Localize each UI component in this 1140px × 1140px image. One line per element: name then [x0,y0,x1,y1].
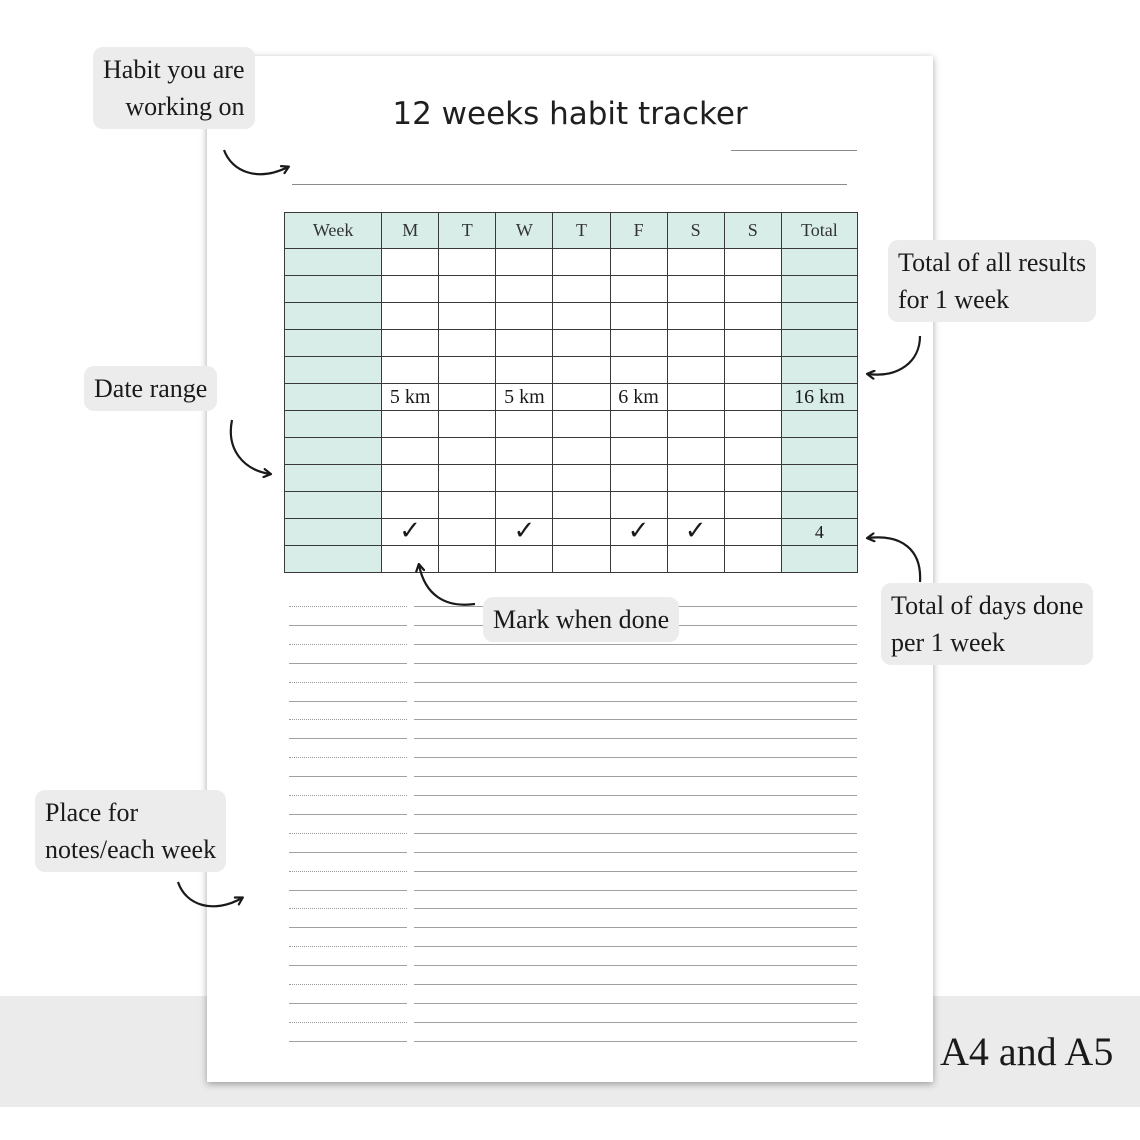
cell-wednesday[interactable] [496,357,553,384]
notes-line[interactable] [414,1022,857,1023]
callout-habit-line-1: Habit you are [103,55,245,84]
notes-line[interactable] [414,644,857,645]
cell-sunday[interactable] [724,276,781,303]
notes-date-line [289,757,407,758]
cell-sunday[interactable] [724,465,781,492]
callout-total-results-line-1: Total of all results [898,248,1087,277]
table-row [285,357,858,384]
notes-date-line [289,719,407,720]
cell-week[interactable] [285,357,382,384]
cell-sunday[interactable] [724,438,781,465]
header-saturday: S [667,213,724,249]
cell-friday[interactable]: 6 km [610,384,667,411]
cell-wednesday[interactable] [496,465,553,492]
cell-tuesday[interactable] [439,276,496,303]
cell-wednesday[interactable] [496,276,553,303]
table-row [285,330,858,357]
notes-date-line [289,908,407,909]
cell-week[interactable] [285,492,382,519]
cell-monday[interactable] [382,276,439,303]
cell-saturday[interactable] [667,276,724,303]
cell-monday[interactable] [382,546,439,573]
cell-total[interactable] [781,249,857,276]
header-week: Week [285,213,382,249]
cell-saturday[interactable] [667,384,724,411]
notes-line[interactable] [414,738,857,739]
notes-line[interactable] [414,701,857,702]
cell-sunday[interactable] [724,519,781,546]
cell-tuesday[interactable] [439,357,496,384]
cell-friday[interactable] [610,492,667,519]
cell-thursday[interactable] [553,519,610,546]
cell-wednesday[interactable] [496,516,553,546]
habit-name-line[interactable] [292,184,847,185]
cell-total[interactable] [781,276,857,303]
callout-mark-done-line-1: Mark when done [493,605,670,634]
cell-friday[interactable] [610,438,667,465]
notes-date-line [289,833,407,834]
table-row [285,438,858,465]
title-underline-short [731,150,857,151]
cell-friday[interactable] [610,465,667,492]
cell-friday[interactable] [610,411,667,438]
callout-total-days-line-1: Total of days done [891,591,1084,620]
cell-week[interactable] [285,519,382,546]
cell-total[interactable] [781,303,857,330]
cell-monday[interactable] [382,516,439,546]
table-header-row [285,213,858,249]
notes-line[interactable] [414,871,857,872]
header-thursday: T [553,213,610,249]
cell-thursday[interactable] [553,384,610,411]
header-friday: F [610,213,667,249]
cell-monday[interactable]: 5 km [382,384,439,411]
cell-friday[interactable] [610,249,667,276]
cell-week[interactable] [285,330,382,357]
cell-monday[interactable] [382,249,439,276]
habit-tracker-table [284,212,858,573]
header-wednesday: W [496,213,553,249]
size-label: A4 and A5 [940,1029,1114,1074]
notes-line[interactable] [414,795,857,796]
cell-tuesday[interactable] [439,249,496,276]
table-row [285,519,858,546]
notes-week-divider [289,965,407,966]
table-row [285,249,858,276]
notes-line[interactable] [414,814,857,815]
cell-tuesday[interactable] [439,411,496,438]
cell-tuesday[interactable] [439,438,496,465]
cell-tuesday[interactable] [439,303,496,330]
cell-total[interactable] [781,330,857,357]
notes-line[interactable] [414,984,857,985]
cell-friday[interactable] [610,276,667,303]
cell-wednesday[interactable] [496,492,553,519]
cell-week[interactable] [285,303,382,330]
cell-thursday[interactable] [553,465,610,492]
cell-total[interactable] [781,411,857,438]
header-monday: M [382,213,439,249]
notes-line[interactable] [414,776,857,777]
notes-line[interactable] [414,1041,857,1042]
notes-week-divider [289,1003,407,1004]
cell-total[interactable] [781,465,857,492]
cell-wednesday[interactable] [496,546,553,573]
cell-monday[interactable] [382,303,439,330]
cell-thursday[interactable] [553,276,610,303]
notes-week-divider [289,701,407,702]
notes-date-line [289,795,407,796]
callout-date-range [84,366,217,411]
cell-sunday[interactable] [724,303,781,330]
cell-sunday[interactable] [724,411,781,438]
cell-friday[interactable] [610,357,667,384]
cell-saturday[interactable] [667,249,724,276]
notes-line[interactable] [414,663,857,664]
cell-total[interactable] [781,492,857,519]
notes-line[interactable] [414,927,857,928]
header-tuesday: T [439,213,496,249]
cell-week[interactable] [285,411,382,438]
cell-friday[interactable] [610,330,667,357]
cell-total[interactable] [781,438,857,465]
cell-wednesday[interactable] [496,303,553,330]
cell-wednesday[interactable] [496,438,553,465]
cell-thursday[interactable] [553,492,610,519]
cell-wednesday[interactable]: 5 km [496,384,553,411]
callout-mark-done [483,597,679,642]
notes-week-divider [289,663,407,664]
cell-monday[interactable] [382,438,439,465]
notes-week-divider [289,927,407,928]
check-mark-icon: ✓ [399,516,422,546]
cell-tuesday[interactable] [439,492,496,519]
cell-sunday[interactable] [724,546,781,573]
check-mark-icon: ✓ [513,516,536,546]
notes-line[interactable] [414,852,857,853]
cell-total[interactable] [781,546,857,573]
callout-notes-line-1: Place for [45,798,139,827]
notes-line[interactable] [414,965,857,966]
cell-monday[interactable] [382,330,439,357]
table-row [285,276,858,303]
cell-week[interactable] [285,546,382,573]
notes-week-divider [289,625,407,626]
cell-saturday[interactable] [667,438,724,465]
cell-saturday[interactable] [667,546,724,573]
callout-notes-line-2: notes/each week [45,835,217,864]
cell-sunday[interactable] [724,330,781,357]
cell-saturday[interactable] [667,465,724,492]
notes-line[interactable] [414,833,857,834]
callout-notes [35,790,226,872]
cell-week[interactable] [285,276,382,303]
cell-monday[interactable] [382,357,439,384]
notes-line[interactable] [414,682,857,683]
cell-sunday[interactable] [724,357,781,384]
notes-week-divider [289,738,407,739]
table-row [285,492,858,519]
cell-total[interactable] [781,357,857,384]
table-row [285,303,858,330]
cell-total[interactable]: 16 km [781,384,857,411]
cell-week[interactable] [285,249,382,276]
cell-saturday[interactable] [667,516,724,546]
cell-tuesday[interactable] [439,546,496,573]
notes-week-divider [289,1041,407,1042]
notes-week-divider [289,814,407,815]
notes-week-divider [289,890,407,891]
cell-friday[interactable] [610,303,667,330]
cell-friday[interactable] [610,546,667,573]
cell-thursday[interactable] [553,357,610,384]
cell-saturday[interactable] [667,330,724,357]
table-row [285,411,858,438]
notes-line[interactable] [414,890,857,891]
check-mark-icon: ✓ [627,516,650,546]
cell-saturday[interactable] [667,357,724,384]
callout-total-days-line-2: per 1 week [891,628,1006,657]
cell-thursday[interactable] [553,249,610,276]
notes-line[interactable] [414,946,857,947]
cell-thursday[interactable] [553,438,610,465]
callout-total-days [881,583,1093,665]
page-title: 12 weeks habit tracker [392,96,748,132]
notes-line[interactable] [414,908,857,909]
callout-total-results-line-2: for 1 week [898,285,1010,314]
notes-date-line [289,946,407,947]
cell-tuesday[interactable] [439,465,496,492]
cell-saturday[interactable] [667,411,724,438]
cell-week[interactable] [285,384,382,411]
cell-total[interactable]: 4 [781,519,857,546]
notes-date-line [289,984,407,985]
cell-thursday[interactable] [553,411,610,438]
notes-date-line [289,644,407,645]
notes-date-line [289,871,407,872]
notes-week-divider [289,776,407,777]
cell-thursday[interactable] [553,330,610,357]
callout-habit [93,47,255,129]
callout-total-results [888,240,1096,322]
header-total: Total [781,213,857,249]
callout-habit-line-2: working on [125,92,245,121]
cell-monday[interactable] [382,411,439,438]
cell-thursday[interactable] [553,546,610,573]
cell-wednesday[interactable] [496,411,553,438]
table-row [285,546,858,573]
cell-sunday[interactable] [724,384,781,411]
cell-tuesday[interactable] [439,330,496,357]
cell-saturday[interactable] [667,303,724,330]
cell-monday[interactable] [382,465,439,492]
cell-wednesday[interactable] [496,330,553,357]
cell-friday[interactable] [610,516,667,546]
cell-tuesday[interactable] [439,519,496,546]
cell-sunday[interactable] [724,492,781,519]
notes-date-line [289,606,407,607]
notes-line[interactable] [414,1003,857,1004]
notes-date-line [289,1022,407,1023]
cell-sunday[interactable] [724,249,781,276]
notes-week-divider [289,852,407,853]
header-sunday: S [724,213,781,249]
check-mark-icon: ✓ [684,516,707,546]
cell-saturday[interactable] [667,492,724,519]
cell-tuesday[interactable] [439,384,496,411]
callout-date-range-line-1: Date range [94,374,208,403]
cell-monday[interactable] [382,492,439,519]
cell-week[interactable] [285,438,382,465]
notes-line[interactable] [414,757,857,758]
cell-week[interactable] [285,465,382,492]
notes-date-line [289,682,407,683]
cell-wednesday[interactable] [496,249,553,276]
table-row [285,384,858,411]
notes-line[interactable] [414,719,857,720]
table-row [285,465,858,492]
cell-thursday[interactable] [553,303,610,330]
